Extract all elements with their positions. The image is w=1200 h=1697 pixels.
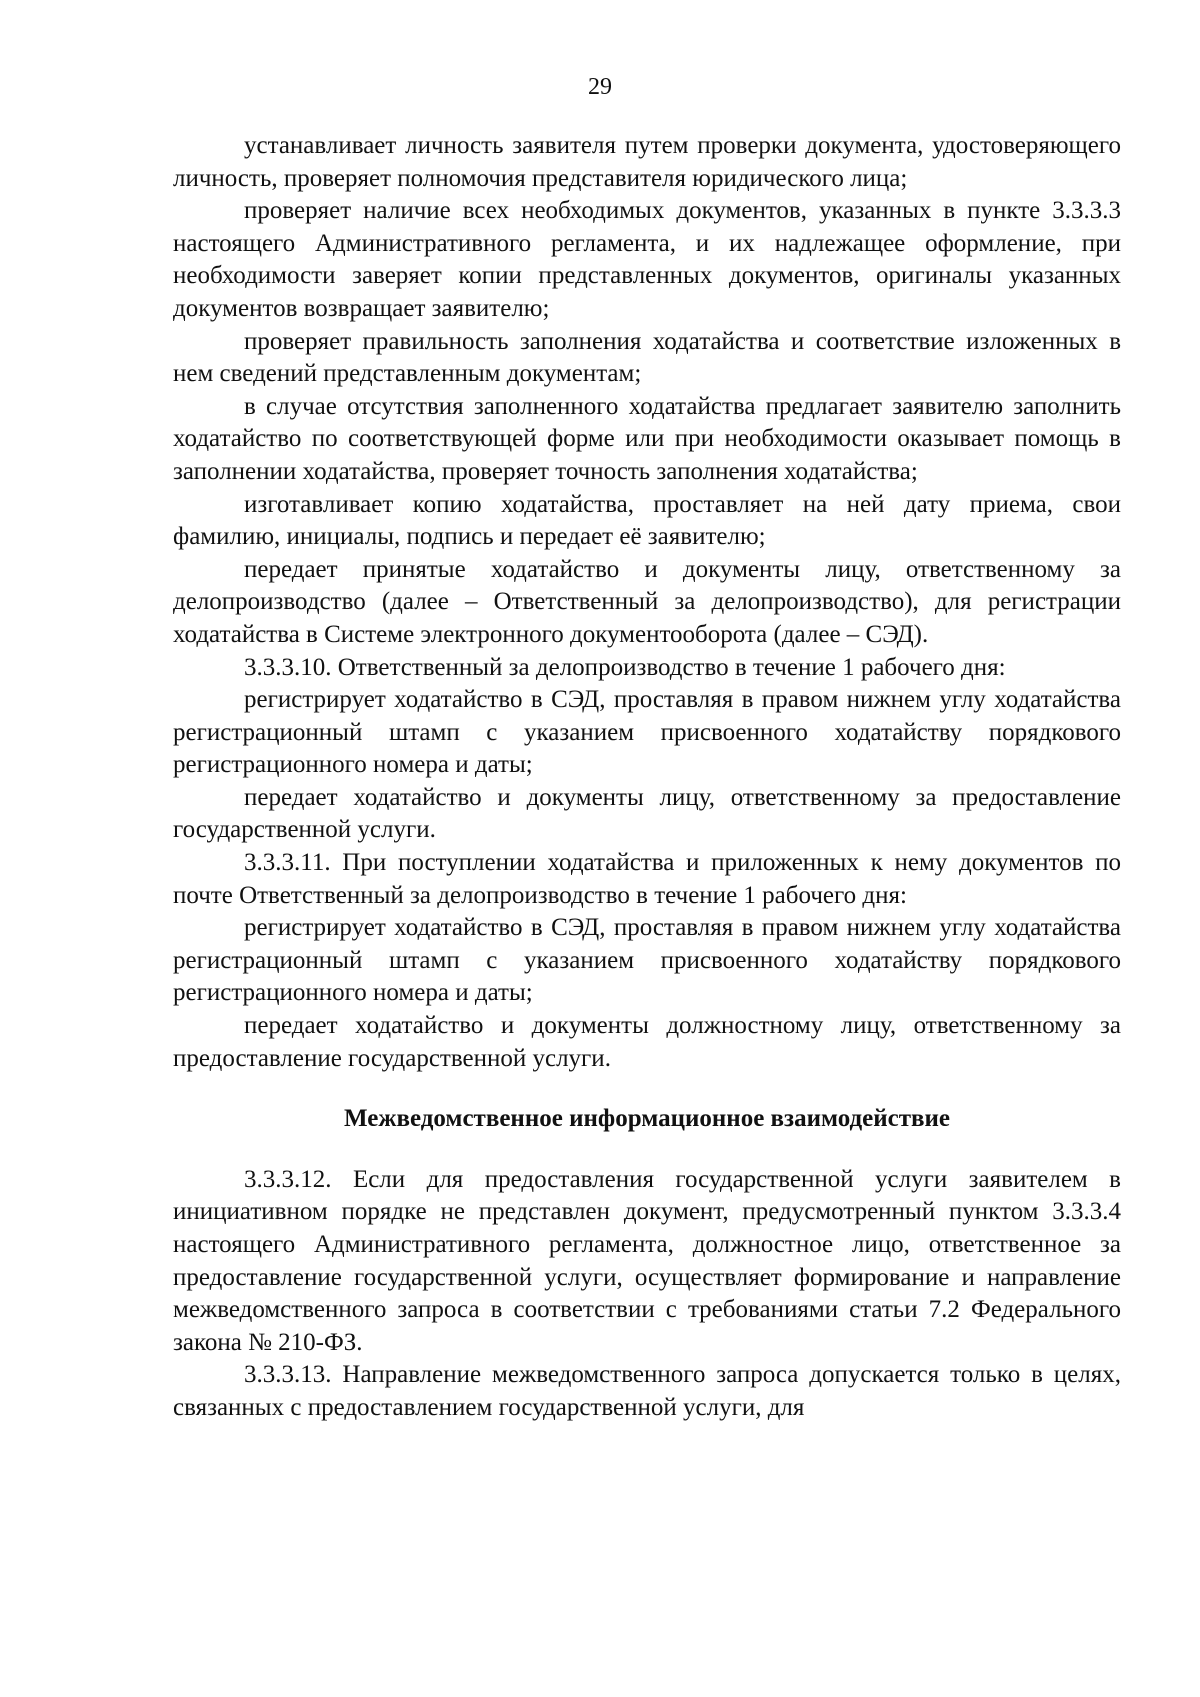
section-heading: Межведомственное информационное взаимодействие xyxy=(344,1105,950,1133)
paragraph: в случае отсутствия заполненного ходатайства предлагает заявителю заполнить ходатайство по соответствующей форме или при необходимости оказывает помощь в заполнении ходатайства, проверяет точность заполнения ходатайства; xyxy=(173,392,1121,485)
paragraph: 3.3.3.11. При поступлении ходатайства и приложенных к нему документов по почте Ответственный за делопроизводство в течение 1 рабочего дня: xyxy=(173,849,1121,909)
page-number: 29 xyxy=(588,74,612,100)
paragraph: передает ходатайство и документы должностному лицу, ответственному за предоставление государственной услуги. xyxy=(173,1012,1121,1072)
paragraph: регистрирует ходатайство в СЭД, проставляя в правом нижнем углу ходатайства регистрационный штамп с указанием присвоенного ходатайству порядкового регистрационного номера и даты; xyxy=(173,914,1121,1007)
paragraph: 3.3.3.12. Если для предоставления государственной услуги заявителем в инициативном порядке не представлен документ, предусмотренный пунктом 3.3.3.4 настоящего Административного регламента, должностное лицо, ответственное за предоставление государственной услуги, осуществляет формирование и направление межведомственного запроса в соответствии с требованиями статьи 7.2 Федерального закона № 210-ФЗ. xyxy=(173,1165,1121,1356)
paragraph: проверяет правильность заполнения ходатайства и соответствие изложенных в нем сведений представленным документам; xyxy=(173,327,1121,388)
paragraph: передает принятые ходатайство и документы лицу, ответственному за делопроизводство (далее – Ответственный за делопроизводство), для регистрации ходатайства в Системе электронного документооборота (далее – СЭД). xyxy=(173,555,1121,648)
paragraph: проверяет наличие всех необходимых документов, указанных в пункте 3.3.3.3 настоящего Административного регламента, и их надлежащее оформление, при необходимости заверяет копии представленных документов, оригиналы указанных документов возвращает заявителю; xyxy=(173,197,1121,322)
paragraph: передает ходатайство и документы лицу, ответственному за предоставление государственной услуги. xyxy=(173,783,1121,844)
paragraph: изготавливает копию ходатайства, проставляет на ней дату приема, свои фамилию, инициалы, подпись и передает её заявителю; xyxy=(173,490,1121,551)
paragraph: устанавливает личность заявителя путем проверки документа, удостоверяющего личность, проверяет полномочия представителя юридического лица; xyxy=(173,132,1121,192)
document-body xyxy=(173,130,1121,1425)
paragraph: 3.3.3.13. Направление межведомственного запроса допускается только в целях, связанных с предоставлением государственной услуги, для xyxy=(173,1361,1121,1421)
paragraph: 3.3.3.10. Ответственный за делопроизводство в течение 1 рабочего дня: xyxy=(244,653,1006,681)
paragraph: регистрирует ходатайство в СЭД, проставляя в правом нижнем углу ходатайства регистрационный штамп с указанием присвоенного ходатайству порядкового регистрационного номера и даты; xyxy=(173,686,1121,779)
